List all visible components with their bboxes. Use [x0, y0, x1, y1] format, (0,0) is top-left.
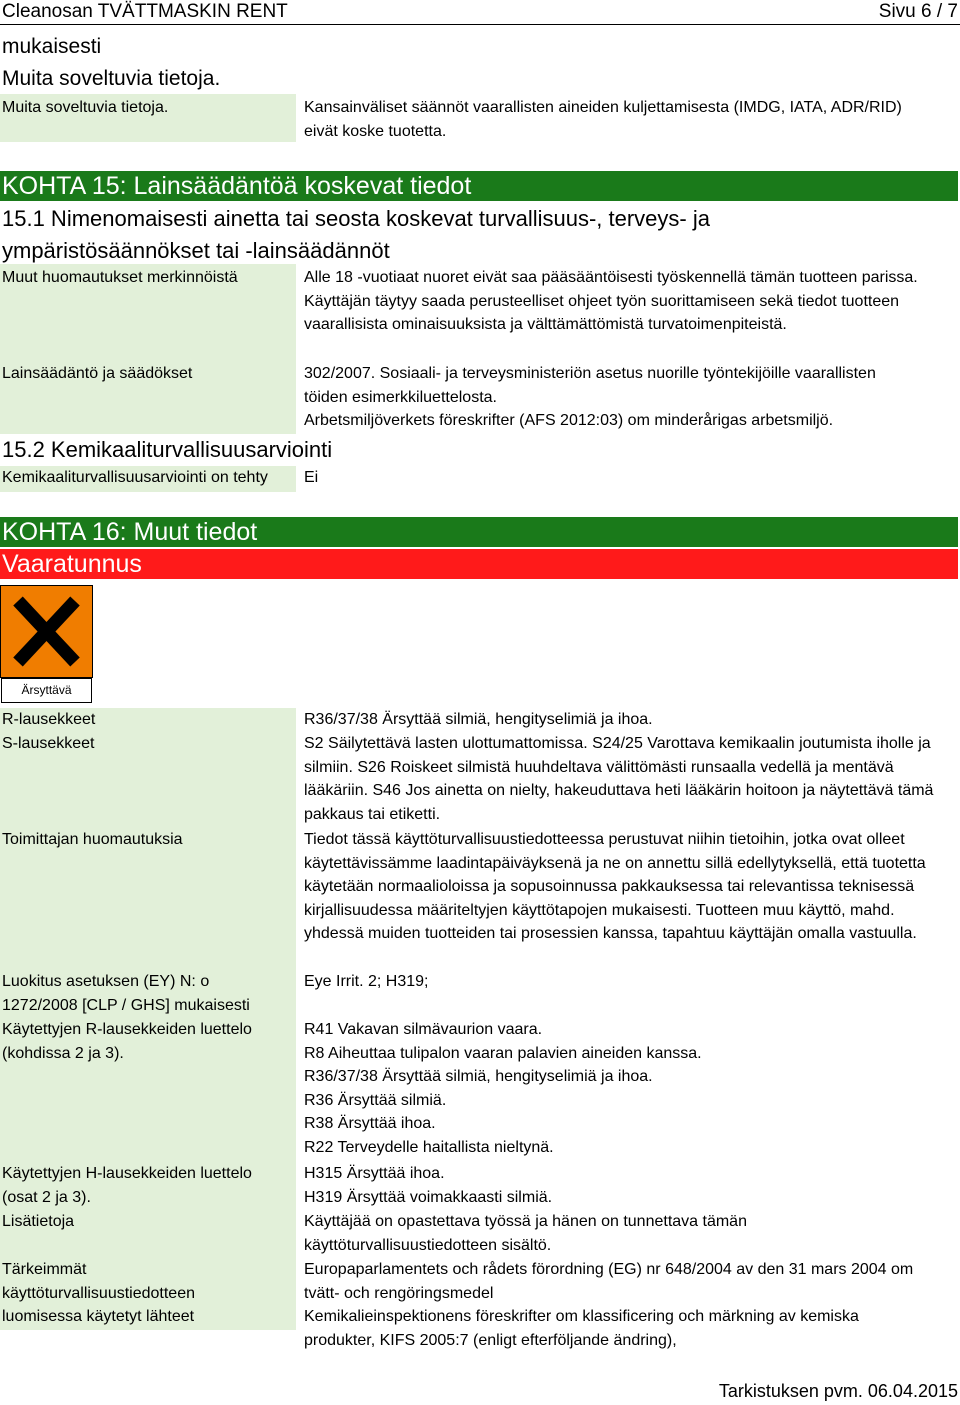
label-cell	[0, 970, 296, 1018]
list-item: H319 Ärsyttää voimakkaasti silmiä.	[304, 1188, 553, 1206]
label-cell	[0, 1258, 296, 1330]
list-item: R22 Terveydelle haitallista nieltynä.	[304, 1138, 554, 1156]
supplier-notes-label: Toimittajan huomautuksia	[2, 831, 183, 848]
additional-info-text: Käyttäjää on opastettava työssä ja hänen on tunnettava tämän käyttöturvallisuustiedotteen sisältö.	[304, 1213, 747, 1254]
supplier-notes-text: Tiedot tässä käyttöturvallisuustiedotteessa perustuvat niihin tietoihin, jotka ovat olleet käytettävissämme laadintapäiväyksenä ja ne on annettu sillä edellytyksellä, että tuotetta käytetään normaalioloissa ja sopusoinnussa pakkauksessa tai relevantissa teknisessä kirjallisuudessa määriteltyjen käyttötapojen mukaisesti. Tuotteen muu käyttö, mahd. yhdessä muiden tuotteiden tai prosessien kanssa, tapahtuu käyttäjän omalla vastuulla.	[304, 831, 926, 942]
document-title: Cleanosan TVÄTTMASKIN RENT	[2, 1, 288, 22]
continued-text: mukaisesti	[2, 35, 102, 58]
list-item: R41 Vakavan silmävaurion vaara.	[304, 1021, 543, 1038]
transport-regulations-text: Kansainväliset säännöt vaarallisten aineiden kuljettamisesta (IMDG, IATA, ADR/RID) eivät koske tuotetta.	[304, 99, 902, 140]
list-item: R8 Aiheuttaa tulipalon vaaran palavien aineiden kanssa.	[304, 1044, 702, 1062]
legislation-text-a: 302/2007. Sosiaali- ja terveysministeriön asetus nuorille työntekijöille vaarallisten töiden esimerkkiluettelosta.	[304, 365, 876, 406]
label-cell	[0, 1162, 296, 1210]
label-cell	[0, 94, 296, 142]
section-15-1-heading: 15.1 Nimenomaisesti ainetta tai seosta koskevat turvallisuus-, terveys- ja ympäristösäännökset tai -lainsäädännöt	[2, 206, 710, 263]
revision-date: Tarkistuksen pvm. 06.04.2015	[718, 1381, 958, 1401]
h-phrases-list	[304, 1162, 944, 1209]
chemical-safety-assessment-value: Ei	[304, 469, 319, 486]
h-phrases-list-label: Käytettyjen H-lausekkeiden luettelo (osat 2 ja 3).	[2, 1165, 252, 1206]
page-number: Sivu 6 / 7	[878, 1, 958, 22]
label-cell	[0, 732, 296, 828]
label-cell	[0, 466, 296, 492]
additional-info-label: Lisätietoja	[2, 1213, 75, 1230]
section-15-bar: KOHTA 15: Lainsäädäntöä koskevat tiedot	[0, 171, 958, 201]
label-cell	[0, 362, 296, 434]
sources-text-b: Kemikalieinspektionens föreskrifter om klassificering och märkning av kemiska produkter, KIFS 2005:7 (enligt efterföljande ändring),	[304, 1308, 859, 1349]
other-info-heading: Muita soveltuvia tietoja.	[2, 67, 221, 90]
legislation-label: Lainsäädäntö ja säädökset	[2, 365, 193, 382]
pictogram-caption: Ärsyttävä	[1, 678, 92, 703]
classification-label: Luokitus asetuksen (EY) N: o 1272/2008 [CLP / GHS] mukaisesti	[2, 973, 250, 1014]
labelling-notes-label: Muut huomautukset merkinnöistä	[2, 269, 238, 286]
legislation-text-b: Arbetsmiljöverkets föreskrifter (AFS 2012:03) om minderårigas arbetsmiljö.	[304, 412, 834, 429]
list-item: R36/37/38 Ärsyttää silmiä, hengityselimiä ja ihoa.	[304, 1068, 653, 1085]
sources-label: Tärkeimmät käyttöturvallisuustiedotteen luomisessa käytetyt lähteet	[2, 1261, 195, 1325]
harmful-x-icon	[0, 585, 93, 678]
label-cell	[0, 828, 296, 970]
section-16-bar: KOHTA 16: Muut tiedot	[0, 517, 958, 547]
list-item: H315 Ärsyttää ihoa.	[304, 1165, 445, 1182]
labelling-notes-text: Alle 18 -vuotiaat nuoret eivät saa pääsääntöisesti työskennellä tämän tuotteen parissa. Käyttäjän täytyy saada perusteelliset ohjeet työn suorittamiseen sekä tiedot tuotteen vaarallisista ominaisuuksista ja välttämättömistä turvatoimenpiteistä.	[304, 269, 918, 333]
other-info-label: Muita soveltuvia tietoja.	[2, 99, 169, 116]
list-item: R38 Ärsyttää ihoa.	[304, 1115, 436, 1132]
label-cell	[0, 1210, 296, 1258]
r-phrases-list	[304, 1018, 944, 1159]
sources-text-a: Europaparlamentets och rådets förordning (EG) nr 648/2004 av den 31 mars 2004 om tvätt- och rengöringsmedel	[304, 1261, 914, 1302]
chemical-safety-assessment-label: Kemikaaliturvallisuusarviointi on tehty	[2, 469, 268, 486]
s-phrases-label: S-lausekkeet	[2, 735, 95, 752]
s-phrases-text: S2 Säilytettävä lasten ulottumattomissa. S24/25 Varottava kemikaalin joutumista iholle ja silmiin. S26 Roiskeet silmistä huuhdeltava välittömästi runsaalla vedellä ja mentävä lääkäriin. S46 Jos ainetta on nielty, hakeuduttava heti lääkärin hoitoon ja näytettävä tämä pakkaus tai etiketti.	[304, 735, 934, 823]
label-cell	[0, 264, 296, 362]
r-phrases-label: R-lausekkeet	[2, 711, 96, 728]
section-15-2-heading: 15.2 Kemikaaliturvallisuusarviointi	[2, 437, 333, 462]
page-header	[0, 0, 960, 25]
label-cell	[0, 1018, 296, 1162]
r-phrases-text: R36/37/38 Ärsyttää silmiä, hengityselimiä ja ihoa.	[304, 711, 653, 728]
list-item: R36 Ärsyttää silmiä.	[304, 1091, 447, 1109]
hazard-symbol-bar: Vaaratunnus	[0, 549, 958, 579]
label-cell	[0, 708, 296, 732]
r-phrases-list-label: Käytettyjen R-lausekkeiden luettelo (kohdissa 2 ja 3).	[2, 1021, 252, 1062]
classification-text: Eye Irrit. 2; H319;	[304, 973, 429, 990]
